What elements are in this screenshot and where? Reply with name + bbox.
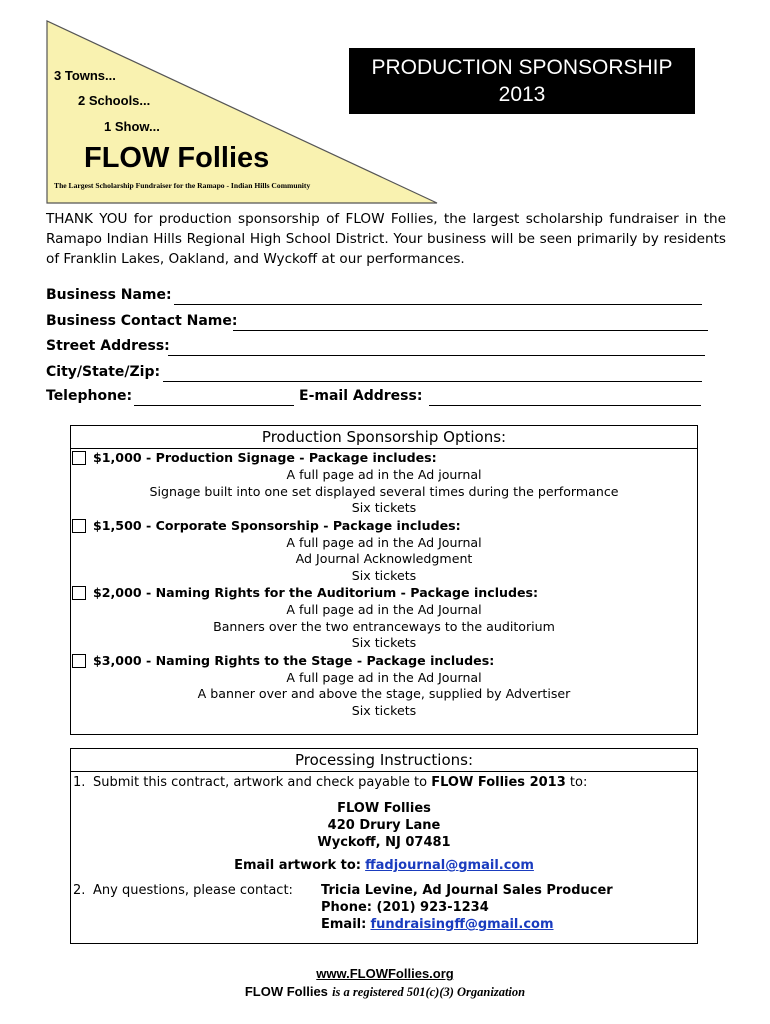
- telephone-line[interactable]: [134, 405, 294, 406]
- city-state-zip-label: City/State/Zip:: [46, 364, 161, 380]
- email-address-field[interactable]: [299, 388, 701, 408]
- step-2-number: 2.: [73, 883, 86, 898]
- option-3000: [71, 652, 697, 720]
- email-address-line[interactable]: [429, 405, 701, 406]
- page-title-line1: PRODUCTION SPONSORSHIP: [371, 56, 673, 79]
- option-1000-title: $1,000 - Production Signage - Package includes:: [93, 450, 437, 465]
- email-artwork-label: Email artwork to:: [234, 858, 361, 873]
- options-heading: Production Sponsorship Options:: [71, 426, 697, 449]
- processing-heading: Processing Instructions:: [71, 749, 697, 772]
- option-3000-line-2: A banner over and above the stage, supplied by Advertiser: [197, 686, 571, 701]
- logo-line-show: 1 Show...: [104, 119, 160, 134]
- option-2000-title: $2,000 - Naming Rights for the Auditorium - Package includes:: [93, 585, 539, 600]
- option-3000-checkbox[interactable]: [72, 654, 86, 668]
- step-1: [71, 774, 697, 792]
- option-1000-line-3: Six tickets: [351, 500, 417, 515]
- city-state-zip-line[interactable]: [163, 381, 702, 382]
- telephone-field[interactable]: [46, 388, 294, 408]
- option-3000-line-3: Six tickets: [351, 702, 417, 718]
- option-1500-line-3: Six tickets: [351, 567, 417, 583]
- step-2-text: Any questions, please contact:: [93, 883, 293, 898]
- street-address-label: Street Address:: [46, 338, 170, 354]
- email-address-label: E-mail Address:: [299, 388, 423, 404]
- street-address-field[interactable]: [46, 338, 705, 358]
- contact-email-row: [71, 916, 697, 933]
- contact-name: Tricia Levine, Ad Journal Sales Producer: [321, 883, 613, 898]
- address-line-3: Wyckoff, NJ 07481: [317, 835, 451, 850]
- option-1500-line-2: Ad Journal Acknowledgment: [295, 551, 473, 566]
- option-1500-checkbox[interactable]: [72, 519, 86, 533]
- option-1500-title: $1,500 - Corporate Sponsorship - Package includes:: [93, 517, 461, 533]
- logo-line-schools: 2 Schools...: [78, 93, 151, 108]
- step-2: [71, 882, 697, 899]
- logo-line-towns: 3 Towns...: [54, 68, 116, 83]
- option-1500: [71, 517, 697, 585]
- website-link[interactable]: www.FLOWFollies.org: [316, 966, 454, 981]
- city-state-zip-field[interactable]: [46, 364, 702, 384]
- org-statement: [0, 984, 770, 1000]
- business-name-line[interactable]: [174, 304, 702, 305]
- option-1000-line-1: A full page ad in the Ad journal: [286, 467, 482, 482]
- telephone-label: Telephone:: [46, 388, 133, 404]
- business-contact-field[interactable]: [46, 313, 708, 333]
- step-1-text: Submit this contract, artwork and check payable to: [93, 775, 428, 790]
- address-line-1: FLOW Follies: [337, 801, 431, 816]
- option-2000-line-3: Six tickets: [351, 635, 417, 650]
- logo-title: FLOW Follies: [84, 142, 270, 174]
- sponsorship-options-box: [70, 425, 698, 735]
- step-1-payee: FLOW Follies 2013: [431, 775, 566, 790]
- contact-email-label: Email:: [321, 917, 367, 932]
- page-title-box: [349, 48, 695, 114]
- option-1000-line-2: Signage built into one set displayed several times during the performance: [149, 483, 619, 499]
- option-1000: [71, 449, 697, 517]
- contact-phone-row: [71, 899, 697, 916]
- option-2000-checkbox[interactable]: [72, 586, 86, 600]
- artwork-email-link[interactable]: ffadjournal@gmail.com: [365, 858, 534, 873]
- business-name-field[interactable]: [46, 287, 702, 307]
- option-1000-checkbox[interactable]: [72, 451, 86, 465]
- option-2000-line-2: Banners over the two entranceways to the auditorium: [213, 618, 555, 634]
- business-contact-line[interactable]: [233, 330, 708, 331]
- street-address-line[interactable]: [168, 355, 705, 356]
- org-status: is a registered 501(c)(3) Organization: [332, 985, 526, 999]
- page-title-line2: 2013: [498, 83, 546, 106]
- option-2000: [71, 584, 697, 652]
- step-1-number: 1.: [73, 775, 86, 790]
- org-name: FLOW Follies: [244, 984, 328, 999]
- business-contact-label: Business Contact Name:: [46, 313, 238, 329]
- contact-phone: Phone: (201) 923-1234: [321, 900, 489, 915]
- processing-instructions-box: [70, 748, 698, 944]
- business-name-label: Business Name:: [46, 287, 172, 303]
- logo-tagline: The Largest Scholarship Fundraiser for the Ramapo - Indian Hills Community: [54, 181, 311, 190]
- option-1500-line-1: A full page ad in the Ad Journal: [286, 534, 482, 550]
- contact-email-link[interactable]: fundraisingff@gmail.com: [370, 917, 554, 932]
- intro-paragraph: THANK YOU for production sponsorship of FLOW Follies, the largest scholarship fundraiser in the Ramapo Indian Hills Regional High School District. Your business will be seen primarily by residents of Franklin Lakes, Oakland, and Wyckoff at our performances.: [46, 211, 726, 267]
- option-3000-line-1: A full page ad in the Ad Journal: [286, 669, 482, 685]
- option-3000-title: $3,000 - Naming Rights to the Stage - Package includes:: [93, 652, 495, 668]
- address-line-2: 420 Drury Lane: [327, 818, 441, 833]
- email-artwork-row: [71, 857, 697, 875]
- step-1-end: to:: [569, 775, 588, 790]
- option-2000-line-1: A full page ad in the Ad Journal: [286, 602, 482, 617]
